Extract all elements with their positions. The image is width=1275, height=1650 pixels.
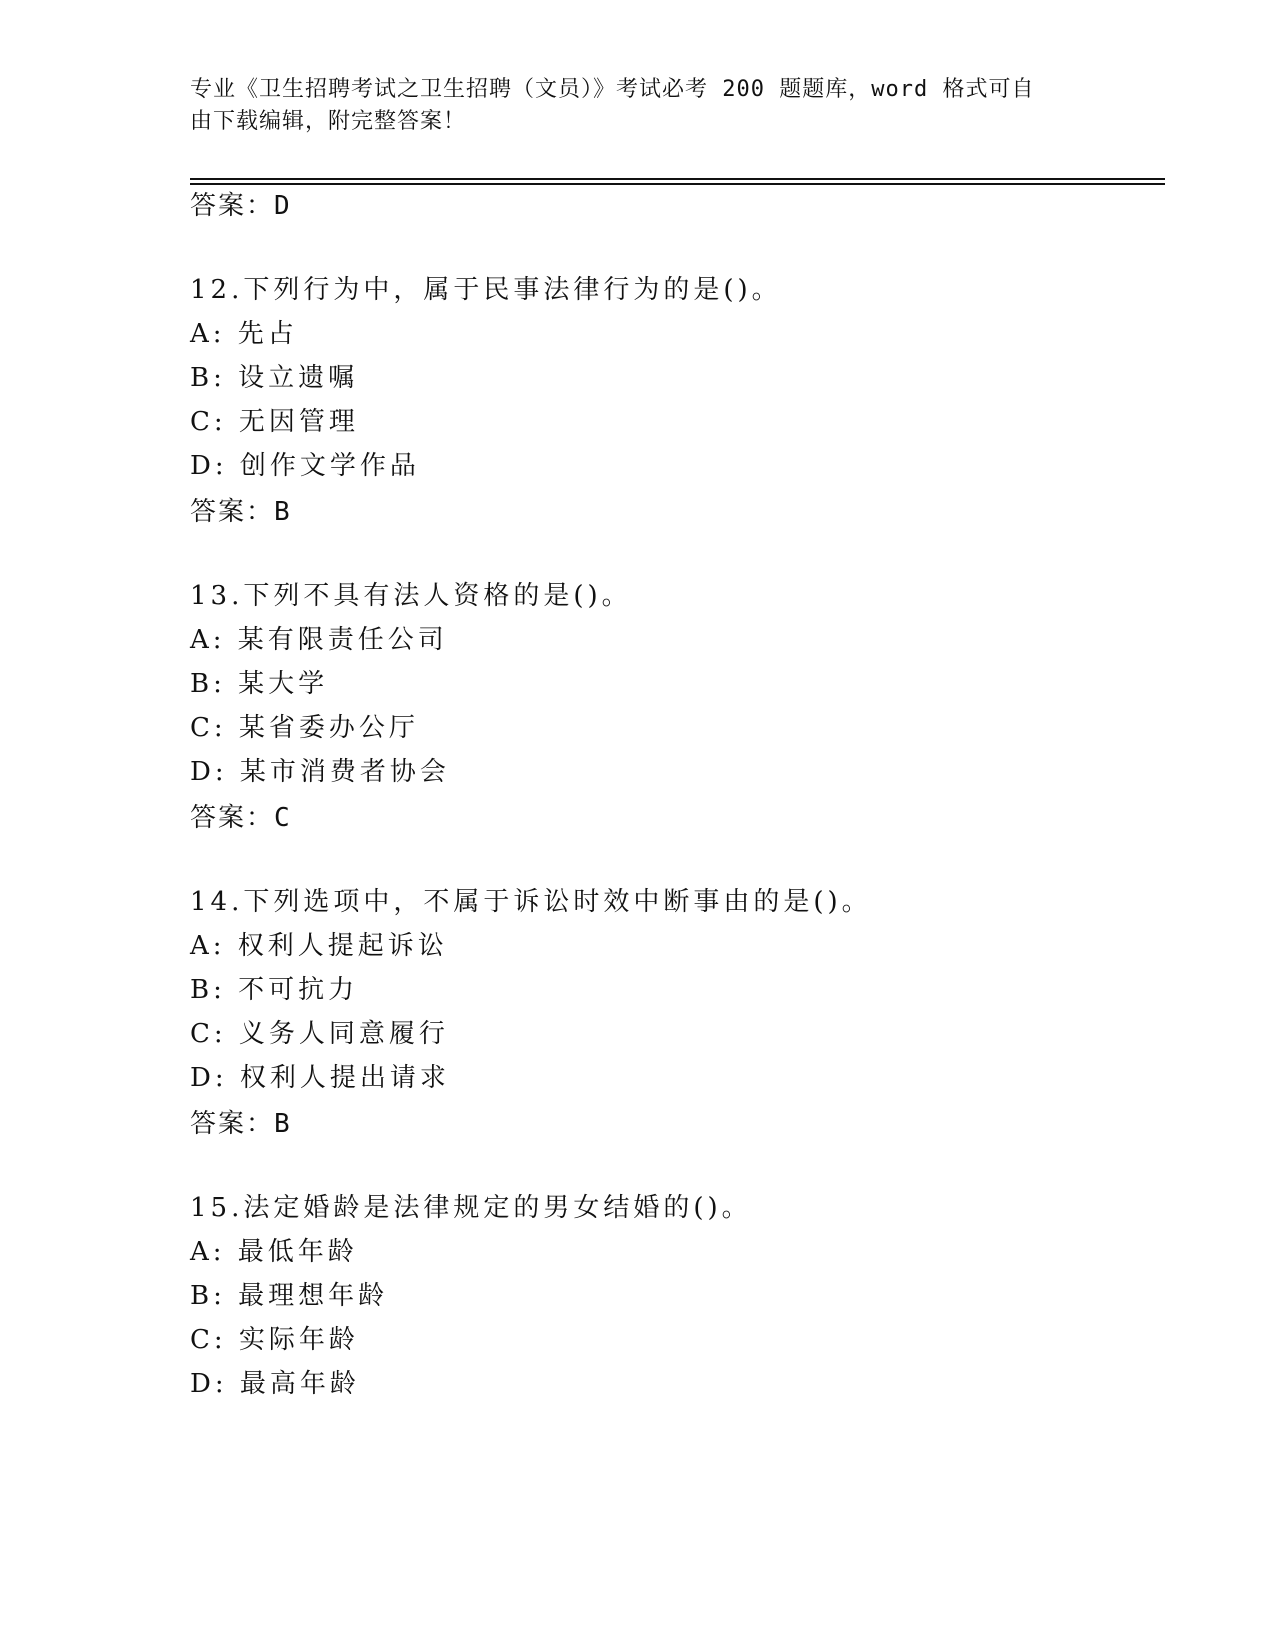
answer-11: 答案：D: [190, 191, 292, 221]
question-12-option-d: D: 创作文学作品: [190, 451, 420, 481]
header-divider-top: [190, 178, 1165, 180]
question-15-option-d: D: 最高年龄: [190, 1369, 360, 1399]
question-12: 12.下列行为中，属于民事法律行为的是()。: [190, 275, 782, 305]
question-15-option-b: B: 最理想年龄: [190, 1281, 389, 1311]
document-header: [190, 74, 1070, 138]
header-divider-bottom: [190, 183, 1165, 185]
answer-12: 答案：B: [190, 497, 292, 527]
question-13: 13.下列不具有法人资格的是()。: [190, 581, 632, 611]
question-12-option-a: A: 先占: [190, 319, 298, 349]
question-13-option-a: A: 某有限责任公司: [190, 625, 448, 655]
answer-13: 答案：C: [190, 803, 292, 833]
question-15: 15.法定婚龄是法律规定的男女结婚的()。: [190, 1193, 752, 1223]
question-12-option-b: B: 设立遗嘱: [190, 363, 359, 393]
header-line-1: 专业《卫生招聘考试之卫生招聘（文员）》考试必考 200 题题库，word 格式可自: [190, 77, 1035, 102]
question-14-option-c: C: 义务人同意履行: [190, 1019, 449, 1049]
question-14-option-d: D: 权利人提出请求: [190, 1063, 450, 1093]
question-12-option-c: C: 无因管理: [190, 407, 359, 437]
question-14-option-b: B: 不可抗力: [190, 975, 359, 1005]
question-15-option-a: A: 最低年龄: [190, 1237, 358, 1267]
question-14: 14.下列选项中，不属于诉讼时效中断事由的是()。: [190, 887, 872, 917]
question-15-option-c: C: 实际年龄: [190, 1325, 359, 1355]
answer-14: 答案：B: [190, 1109, 292, 1139]
question-13-option-b: B: 某大学: [190, 669, 329, 699]
header-line-2: 由下载编辑，附完整答案！: [190, 109, 467, 134]
question-14-option-a: A: 权利人提起诉讼: [190, 931, 448, 961]
question-13-option-d: D: 某市消费者协会: [190, 757, 450, 787]
question-13-option-c: C: 某省委办公厅: [190, 713, 419, 743]
